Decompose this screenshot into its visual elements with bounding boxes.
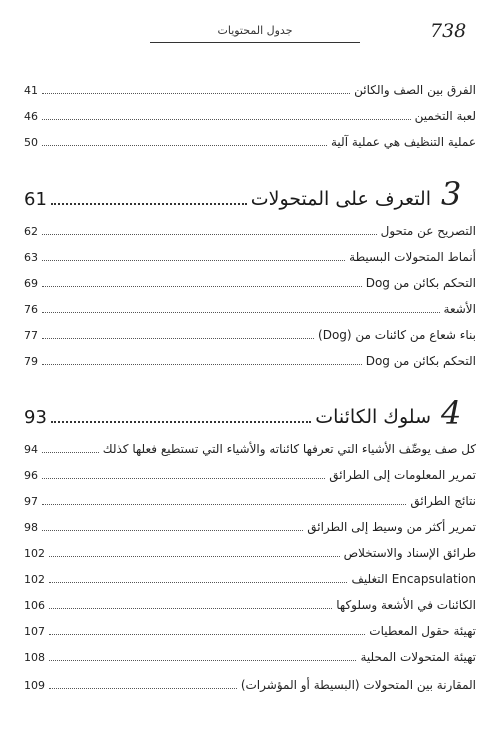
entry-page: 79 [24,355,38,368]
entry-page: 77 [24,329,38,342]
chapter-title: التعرف على المتحولات [250,188,431,210]
entry-title: أنماط المتحولات البسيطة [349,250,476,264]
entry-title: طرائق الإسناد والاستخلاص [343,546,476,560]
leader-dots [42,530,303,531]
leader-dots [42,504,406,505]
toc-entry [24,493,476,510]
chapter-page: 93 [24,407,47,428]
entry-title: عملية التنظيف هي عملية آلية [330,135,476,149]
entry-page: 62 [24,225,38,238]
leader-dots [42,312,440,313]
entry-page: 46 [24,110,38,123]
entry-title: تمرير المعلومات إلى الطرائق [329,468,476,482]
entry-title: التصريح عن متحول [380,224,476,238]
toc-entry [24,677,476,694]
entry-title: الفرق بين الصف والكائن [354,83,476,97]
entry-page: 41 [24,84,38,97]
leader-dots [42,260,345,261]
entry-title: الأشعة [443,302,476,316]
toc-entry [24,545,476,562]
leader-dots [49,660,356,661]
toc-entry [24,519,476,536]
toc-entry [24,571,476,588]
leader-dots [51,203,247,205]
toc-entry [24,301,476,318]
entry-page: 50 [24,136,38,149]
toc-entry [24,649,476,666]
chapter-title: سلوك الكائنات [315,406,431,428]
leader-dots [42,93,350,94]
entry-page: 106 [24,599,45,612]
toc-entry [24,353,476,370]
toc-entry [24,108,476,125]
toc-entry [24,249,476,266]
leader-dots [42,145,327,146]
toc-entry [24,82,476,99]
leader-dots [42,338,314,339]
toc-entry [24,275,476,292]
page-number: 738 [430,20,467,42]
toc-entry [24,441,476,458]
leader-dots [49,688,237,689]
running-head: جدول المحتويات [217,24,293,37]
leader-dots [42,478,325,479]
entry-title: المقارنة بين المتحولات (البسيطة أو المؤشرات) [240,678,476,692]
chapter-heading [24,405,431,430]
entry-page: 98 [24,521,38,534]
toc-entry [24,467,476,484]
entry-page: 94 [24,443,38,456]
leader-dots [42,364,362,365]
entry-title: بناء شعاع من كائنات من (Dog) [318,328,476,342]
entry-page: 102 [24,573,45,586]
entry-title: تهيئة المتحولات المحلية [360,650,476,664]
entry-page: 109 [24,679,45,692]
entry-title: التحكم بكائن من Dog [365,276,476,290]
leader-dots [49,582,347,583]
entry-title: نتائج الطرائق [410,494,476,508]
entry-page: 102 [24,547,45,560]
leader-dots [42,452,99,453]
chapter-page: 61 [24,189,47,210]
entry-page: 96 [24,469,38,482]
entry-title: لعبة التخمين [414,109,476,123]
leader-dots [49,634,365,635]
entry-page: 107 [24,625,45,638]
leader-dots [42,119,411,120]
chapter-number: 3 [441,175,462,213]
entry-title: تهيئة حقول المعطيات [369,624,476,638]
entry-title: التحكم بكائن من Dog [365,354,476,368]
entry-title: الكائنات في الأشعة وسلوكها [336,598,476,612]
leader-dots [49,556,340,557]
toc-entry [24,134,476,151]
entry-page: 63 [24,251,38,264]
entry-page: 97 [24,495,38,508]
leader-dots [51,421,311,423]
entry-title: تمرير أكثر من وسيط إلى الطرائق [307,520,476,534]
toc-entry [24,623,476,640]
entry-title: Encapsulation التغليف [351,572,476,586]
leader-dots [42,234,377,235]
leader-dots [42,286,362,287]
entry-page: 76 [24,303,38,316]
entry-page: 108 [24,651,45,664]
toc-entry [24,597,476,614]
toc-entry [24,223,476,240]
entry-title: كل صف يوصِّف الأشياء التي تعرفها كائناته والأشياء التي تستطيع فعلها كذلك [102,442,476,456]
chapter-number: 4 [441,394,462,432]
chapter-heading [24,187,431,212]
toc-entry [24,327,476,344]
leader-dots [49,608,332,609]
entry-page: 69 [24,277,38,290]
running-head-rule [150,42,360,43]
